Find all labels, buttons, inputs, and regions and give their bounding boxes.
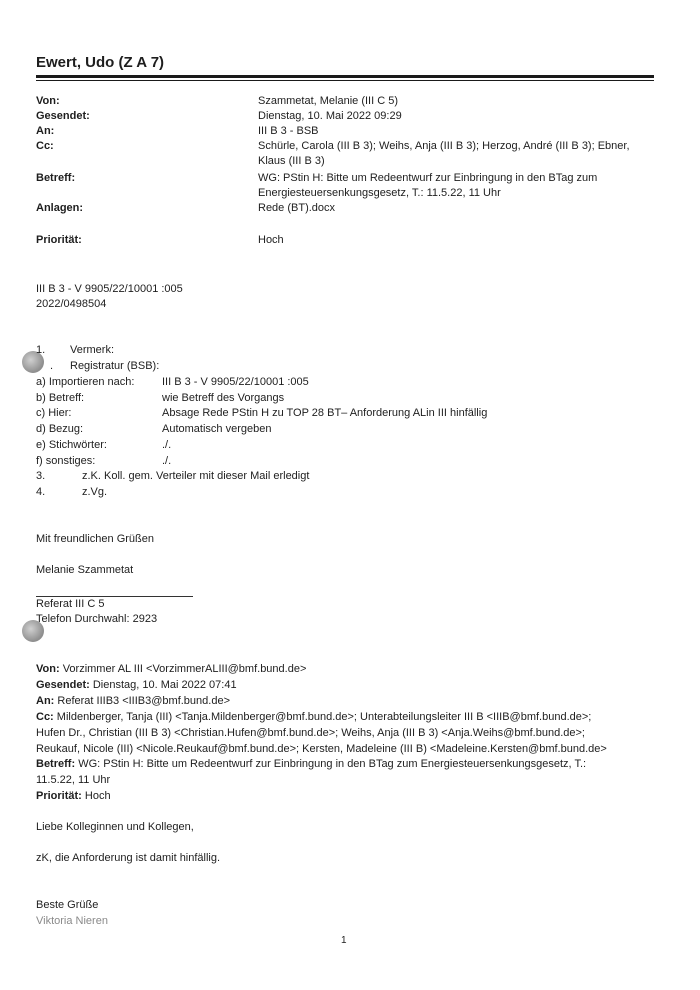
fwd-cc-line3: Reukauf, Nicole (III) <Nicole.Reukauf@bmf.bund.de>; Kersten, Madeleine (III B) <Madeleine.Kersten@bmf.bund.de> — [36, 743, 607, 755]
vermerk-item-4: z.Vg. — [82, 486, 108, 498]
fwd-priority-label: Priorität: — [36, 790, 82, 802]
subject-value — [258, 171, 656, 201]
registratur-title: Registratur (BSB): — [70, 360, 160, 372]
vermerk-number-3: 3. — [36, 470, 46, 482]
sonstiges-value: ./. — [162, 455, 172, 467]
fwd-to-row — [36, 694, 230, 710]
cc-label: Cc: — [36, 140, 54, 152]
sent-label: Gesendet: — [36, 110, 90, 122]
fwd-salutation: Liebe Kolleginnen und Kollegen, — [36, 821, 194, 833]
fwd-from-row — [36, 662, 306, 678]
hier-label: c) Hier: — [36, 407, 72, 419]
fwd-sender-name: Viktoria Nieren — [36, 915, 108, 927]
priority-value: Hoch — [258, 234, 284, 246]
vermerk-title: Vermerk: — [70, 344, 115, 356]
stichwoerter-value: ./. — [162, 439, 172, 451]
fwd-to-value: Referat IIIB3 <IIIB3@bmf.bund.de> — [57, 695, 230, 707]
fwd-subject-line1: WG: PStin H: Bitte um Redeentwurf zur Einbringung in den BTag zum Energiesteuersenkungsgesetz, T.: — [78, 758, 587, 770]
sent-value: Dienstag, 10. Mai 2022 09:29 — [258, 110, 402, 122]
header-priority-row — [36, 233, 656, 248]
fwd-sent-label: Gesendet: — [36, 679, 90, 691]
header-sent-row — [36, 109, 656, 124]
signature-phone: Telefon Durchwahl: 2923 — [36, 613, 158, 625]
header-rule-thin — [36, 80, 654, 81]
page-number: 1 — [341, 935, 347, 946]
fwd-to-label: An: — [36, 695, 55, 707]
subject-value-line1: WG: PStin H: Bitte um Redeentwurf zur Einbringung in den BTag zum — [258, 172, 598, 184]
fwd-subject-line2: 11.5.22, 11 Uhr — [36, 774, 111, 786]
vermerk-number-1: 1. — [36, 344, 46, 356]
vermerk-number-4: 4. — [36, 486, 46, 498]
fwd-cc-line1: Mildenberger, Tanja (III) <Tanja.Mildenberger@bmf.bund.de>; Unterabteilungsleiter III B <IIIB@bmf.bund.de>; — [56, 711, 592, 723]
header-attachments-row — [36, 201, 656, 216]
attachment-filename: Rede (BT).docx — [258, 202, 336, 214]
cc-value — [258, 139, 656, 169]
priority-label: Priorität: — [36, 234, 82, 246]
signature-unit: Referat III C 5 — [36, 598, 105, 610]
to-label: An: — [36, 125, 55, 137]
fwd-cc-label: Cc: — [36, 711, 54, 723]
mailbox-owner: Ewert, Udo (Z A 7) — [36, 54, 165, 71]
header-rule-thick — [36, 75, 654, 78]
fwd-subject-label: Betreff: — [36, 758, 76, 770]
import-label: a) Importieren nach: — [36, 376, 135, 388]
cc-value-line2: Klaus (III B 3) — [258, 155, 325, 167]
email-header — [36, 94, 656, 248]
from-value: Szammetat, Melanie (III C 5) — [258, 95, 398, 107]
document-number: 2022/0498504 — [36, 298, 107, 310]
file-reference: III B 3 - V 9905/22/10001 :005 — [36, 283, 183, 295]
closing-greeting: Mit freundlichen Grüßen — [36, 533, 154, 545]
hier-value: Absage Rede PStin H zu TOP 28 BT– Anforderung ALin III hinfällig — [162, 407, 488, 419]
header-to-row — [36, 124, 656, 139]
attachments-label: Anlagen: — [36, 202, 84, 214]
signature-name: Melanie Szammetat — [36, 564, 134, 576]
bezug-value: Automatisch vergeben — [162, 423, 272, 435]
import-value: III B 3 - V 9905/22/10001 :005 — [162, 376, 309, 388]
fwd-body: zK, die Anforderung ist damit hinfällig. — [36, 852, 221, 864]
subject-value-line2: Energiesteuersenkungsgesetz, T.: 11.5.22, 11 Uhr — [258, 187, 501, 199]
fwd-from-value: Vorzimmer AL III <VorzimmerALIII@bmf.bund.de> — [62, 663, 307, 675]
stichwoerter-label: e) Stichwörter: — [36, 439, 107, 451]
fwd-sent-value: Dienstag, 10. Mai 2022 07:41 — [92, 679, 237, 691]
fwd-sent-row — [36, 678, 237, 694]
fwd-priority-row — [36, 789, 111, 805]
fwd-subject-row — [36, 757, 586, 773]
betreff-value: wie Betreff des Vorgangs — [162, 392, 285, 404]
fwd-cc-row — [36, 710, 591, 726]
from-label: Von: — [36, 95, 60, 107]
betreff-label: b) Betreff: — [36, 392, 85, 404]
fwd-from-label: Von: — [36, 663, 60, 675]
cc-value-line1: Schürle, Carola (III B 3); Weihs, Anja (III B 3); Herzog, André (III B 3); Ebner, — [258, 140, 630, 152]
bezug-label: d) Bezug: — [36, 423, 84, 435]
fwd-closing: Beste Grüße — [36, 899, 99, 911]
to-value: III B 3 - BSB — [258, 125, 319, 137]
fwd-priority-value: Hoch — [84, 790, 111, 802]
subject-label: Betreff: — [36, 172, 76, 184]
header-cc-row — [36, 139, 656, 169]
sonstiges-label: f) sonstiges: — [36, 455, 96, 467]
vermerk-number-2: . — [50, 360, 54, 372]
fwd-cc-line2: Hufen Dr., Christian (III B 3) <Christian.Hufen@bmf.bund.de>; Weihs, Anja (III B 3) <Anja.Weihs@bmf.bund.de>; — [36, 727, 585, 739]
vermerk-item-3: z.K. Koll. gem. Verteiler mit dieser Mail erledigt — [82, 470, 310, 482]
header-from-row — [36, 94, 656, 109]
header-subject-row — [36, 171, 656, 201]
